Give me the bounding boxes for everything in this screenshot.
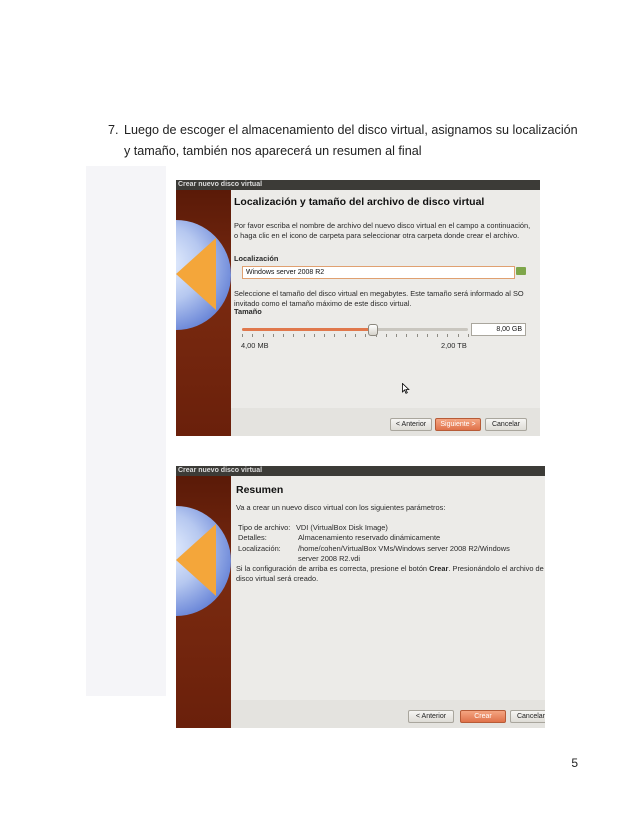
slider-tick xyxy=(252,334,253,337)
dialog-sidebar-image xyxy=(176,476,231,728)
param-value: server 2008 R2.vdi xyxy=(298,554,361,564)
summary-final-text xyxy=(236,564,545,585)
step-text-line2: y tamaño, también nos aparecerá un resumen al final xyxy=(124,144,422,158)
dialog-footer xyxy=(231,408,540,436)
size-input[interactable]: 8,00 GB xyxy=(471,323,526,336)
size-description: Seleccione el tamaño del disco virtual en megabytes. Este tamaño será informado al SO invitado como el tamaño máximo de este disco virtual. xyxy=(234,289,524,309)
param-value: VDI (VirtualBox Disk Image) xyxy=(296,523,388,532)
dialog-heading: Localización y tamaño del archivo de disco virtual xyxy=(234,196,485,208)
final-text-bold: Crear xyxy=(429,564,449,573)
step-text-line1: Luego de escoger el almacenamiento del disco virtual, asignamos su localización xyxy=(124,123,578,137)
param-key: Localización: xyxy=(238,543,281,553)
dialog-content xyxy=(231,476,545,700)
background-panel xyxy=(86,166,166,696)
param-value: /home/cohen/VirtualBox VMs/Windows server 2008 R2/Windows xyxy=(298,543,510,553)
param-value: Almacenamiento reservado dinámicamente xyxy=(298,533,441,543)
create-disk-dialog-location xyxy=(176,180,540,436)
dialog-titlebar: Crear nuevo disco virtual xyxy=(176,180,540,190)
create-disk-dialog-summary xyxy=(176,466,545,728)
cancel-button[interactable]: Cancelar xyxy=(485,418,527,431)
slider-tick xyxy=(376,334,377,337)
slider-tick xyxy=(365,334,366,337)
slider-tick xyxy=(468,334,469,337)
back-button[interactable]: < Anterior xyxy=(408,710,454,723)
param-key: Tipo de archivo: xyxy=(238,523,291,532)
final-text-pre: Si la configuración de arriba es correcta, presione el botón xyxy=(236,564,430,573)
slider-max-label: 2,00 TB xyxy=(441,341,467,350)
dialog-titlebar: Crear nuevo disco virtual xyxy=(176,466,545,476)
slider-ticks xyxy=(242,334,468,337)
slider-tick xyxy=(293,334,294,337)
slider-tick xyxy=(458,334,459,337)
location-description: Por favor escriba el nombre de archivo del nuevo disco virtual en el campo a continuación, o haga clic en el icono de carpeta para seleccionar otra carpeta donde crear el archivo. xyxy=(234,221,531,241)
slider-tick xyxy=(345,334,346,337)
slider-tick xyxy=(437,334,438,337)
folder-icon[interactable] xyxy=(516,267,526,275)
dialog-content xyxy=(231,190,540,408)
location-label: Localización xyxy=(234,254,279,263)
slider-fill xyxy=(242,328,373,331)
slider-tick xyxy=(406,334,407,337)
create-button[interactable]: Crear xyxy=(460,710,506,723)
slider-tick xyxy=(334,334,335,337)
disk-wedge-icon xyxy=(176,238,216,310)
step-number: 7. xyxy=(108,123,119,137)
slider-tick xyxy=(447,334,448,337)
dialog-footer xyxy=(231,700,545,728)
next-button[interactable]: Siguiente > xyxy=(435,418,481,431)
disk-wedge-icon xyxy=(176,524,216,596)
slider-tick xyxy=(242,334,243,337)
page-number: 5 xyxy=(571,756,578,770)
slider-tick xyxy=(283,334,284,337)
param-key: Detalles: xyxy=(238,533,267,543)
slider-tick xyxy=(427,334,428,337)
mouse-cursor-icon xyxy=(402,383,410,394)
slider-tick xyxy=(324,334,325,337)
slider-tick xyxy=(355,334,356,337)
dialog-heading: Resumen xyxy=(236,484,284,496)
summary-intro: Va a crear un nuevo disco virtual con los siguientes parámetros: xyxy=(236,503,446,512)
back-button[interactable]: < Anterior xyxy=(390,418,432,431)
dialog-sidebar-image xyxy=(176,190,231,436)
slider-tick xyxy=(386,334,387,337)
slider-tick xyxy=(396,334,397,337)
location-input[interactable]: Windows server 2008 R2 xyxy=(242,266,515,279)
slider-tick xyxy=(417,334,418,337)
slider-min-label: 4,00 MB xyxy=(241,341,269,350)
slider-tick xyxy=(304,334,305,337)
size-slider[interactable] xyxy=(242,328,468,331)
slider-tick xyxy=(314,334,315,337)
final-text-post: . Presionándolo el archivo de disco virtual será creado. xyxy=(236,564,544,584)
size-label: Tamaño xyxy=(234,307,262,316)
cancel-button[interactable]: Cancelar xyxy=(510,710,545,723)
slider-tick xyxy=(273,334,274,337)
slider-tick xyxy=(263,334,264,337)
